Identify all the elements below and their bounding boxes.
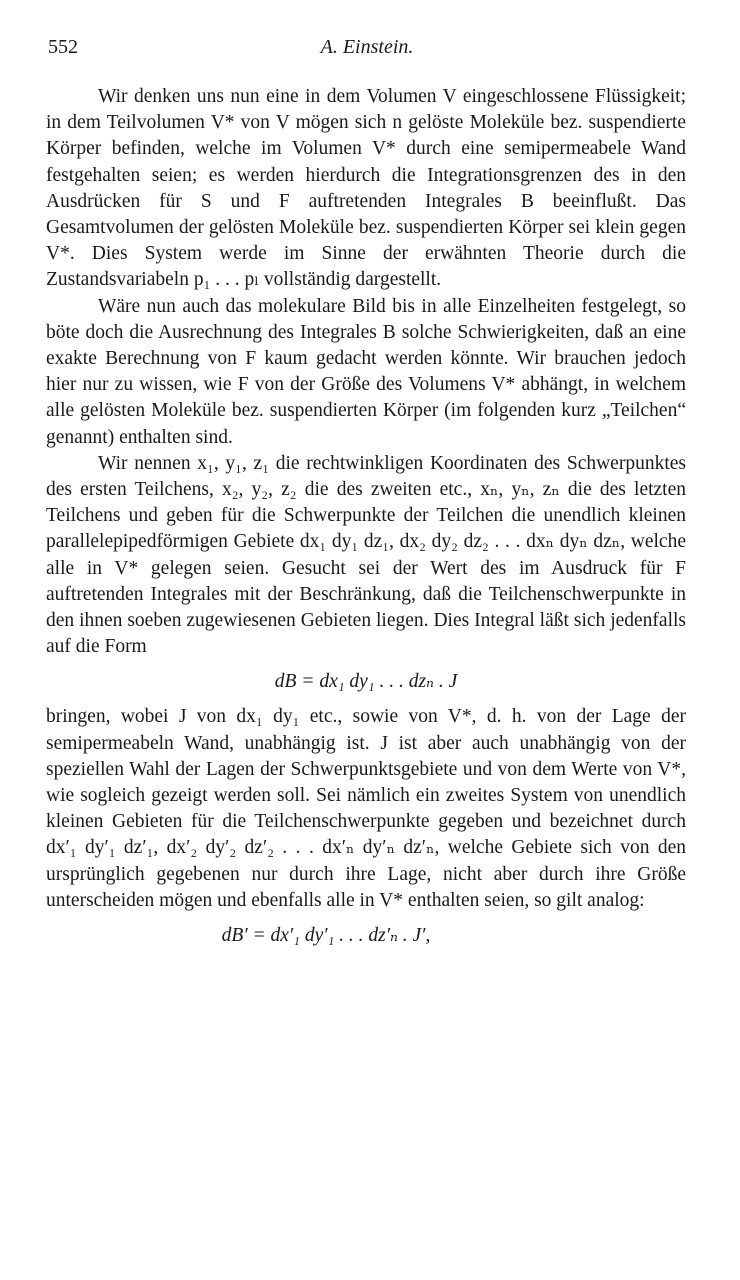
running-head: A. Einstein. — [320, 36, 414, 58]
page-header — [48, 36, 686, 66]
paragraph: Wir nennen x₁, y₁, z₁ die rechtwinkligen Koordinaten des Schwerpunktes des ersten Teilchens, x₂, y₂, z₂ die des zweiten etc., xₙ, yₙ, zₙ die des letzten Teilchens und geben für die Schwerpunkte der Teilchen die unendlich kleinen parallelepipedförmigen Gebiete dx₁ dy₁ dz₁, dx₂ dy₂ dz₂ . . . dxₙ dyₙ dzₙ, welche alle in V* gelegen seien. Gesucht sei der Wert des im Ausdruck für F auftretenden Integrales mit der Beschränkung, daß die Teilchenschwerpunkte in den ihnen soeben zugewiesenen Gebieten liegen. Dies Integral läßt sich jedenfalls auf die Form — [46, 452, 686, 658]
paragraph: Wäre nun auch das molekulare Bild bis in alle Einzelheiten festgelegt, so böte doch die Ausrechnung des Integrales B solche Schwierigkeiten, daß an eine exakte Berechnung von F kaum gedacht werden könnte. Wir brauchen jedoch hier nur zu wissen, wie F von der Größe des Volumens V* abhängt, in welchem alle gelösten Moleküle bez. suspendierten Körper (im folgenden kurz „Teilchen“ genannt) enthalten sind. — [46, 295, 686, 448]
paragraph: bringen, wobei J von dx₁ dy₁ etc., sowie von V*, d. h. von der Lage der semipermeabeln Wand, unabhängig ist. J ist aber auch unabhängig von der speziellen Wahl der Lagen der Schwerpunktsgebiete und von dem Werte von V*, wie sogleich gezeigt werden soll. Sei nämlich ein zweites System von unendlich kleinen Gebieten für die Teilchenschwerpunkte gegeben und bezeichnet durch dx′₁ dy′₁ dz′₁, dx′₂ dy′₂ dz′₂ . . . dx′ₙ dy′ₙ dz′ₙ, welche Gebiete sich von den ursprünglich gegebenen nur durch ihre Lage, nicht aber durch ihre Größe unterscheiden mögen und ebenfalls alle in V* enthalten seien, so gilt analog: — [46, 706, 686, 911]
equation-db: dB = dx₁ dy₁ . . . dzₙ . J — [274, 671, 458, 693]
body-text — [46, 84, 686, 958]
paragraph: Wir denken uns nun eine in dem Volumen V eingeschlossene Flüssigkeit; in dem Teilvolumen V* von V mögen sich n gelöste Moleküle bez. suspendierte Körper befinden, welche im Volumen V* durch eine semipermeabele Wand festgehalten seien; es werden hierdurch die Integrationsgrenzen des in den Ausdrücken für S und F auftretenden Integrales B beeinflußt. Das Gesamtvolumen der gelösten Moleküle bez. suspendierten Körper sei klein gegen V*. Dies System werde im Sinne der erwähnten Theorie durch die Zustandsvariabeln p₁ . . . pₗ vollständig dargestellt. — [46, 86, 686, 291]
page-number: 552 — [48, 36, 78, 58]
equation-db-prime: dB′ = dx′₁ dy′₁ . . . dz′ₙ . J′, — [221, 925, 431, 947]
